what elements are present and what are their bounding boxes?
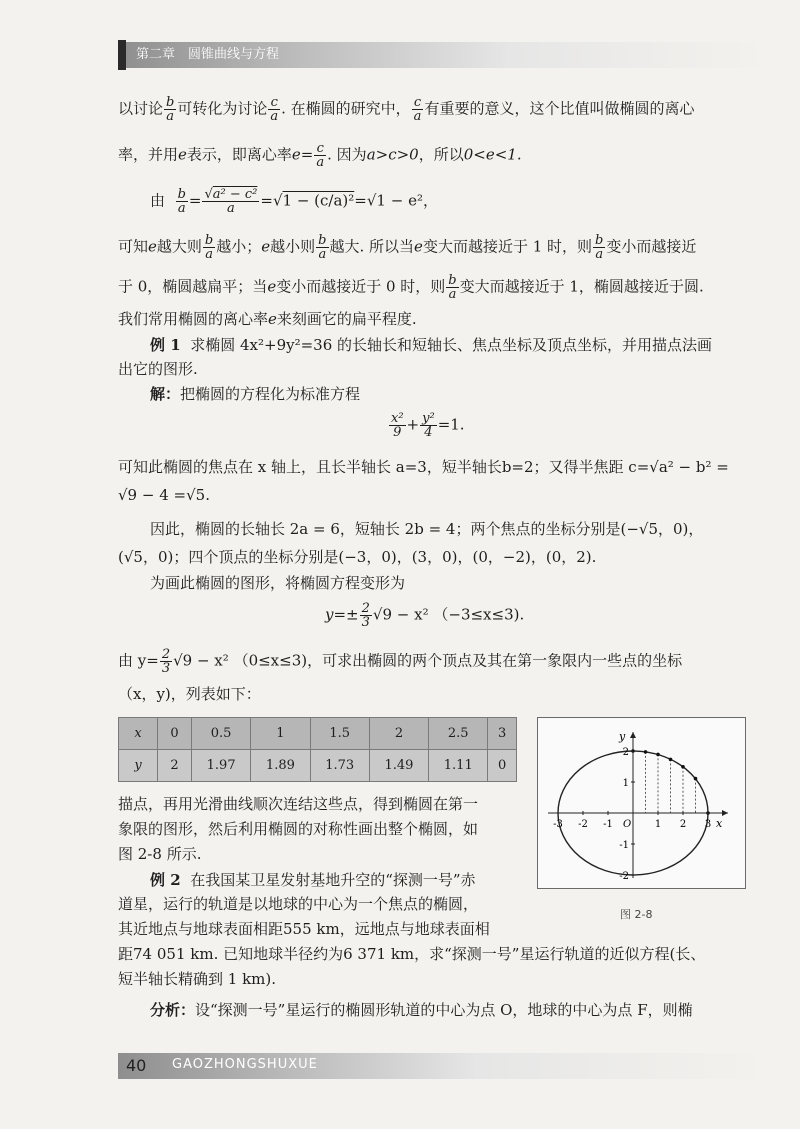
origin-label: O xyxy=(623,819,632,830)
ex1-line6: 由 y= $\frac{2}{3}$ √9 − x² （0≤x≤3)，可求出椭圆的两个顶点及其在第一象限内一些点的坐标 xyxy=(118,647,683,676)
x-value-cell: 2 xyxy=(369,718,428,750)
x-tick-label: -2 xyxy=(578,819,588,830)
ex1-line1: 可知此椭圆的焦点在 x 轴上，且长半轴长 a=3，短半轴长b=2；又得半焦距 c=√a² − b² = xyxy=(118,458,729,476)
para2-line3: 我们常用椭圆的离心率e来刻画它的扁平程度. xyxy=(118,310,417,328)
ex2-line4: 距74 051 km. 已知地球半径约为6 371 km，求“探测一号”星运行轨道的近似方程(长、 xyxy=(118,945,706,963)
x-value-cell: 1 xyxy=(251,718,310,750)
x-value-cell: 1.5 xyxy=(310,718,369,750)
data-point xyxy=(694,777,698,781)
y-value-cell: 1.97 xyxy=(191,750,250,782)
ex2-line2: 道星，运行的轨道是以地球的中心为一个焦点的椭圆， xyxy=(118,895,479,913)
y-value-cell: 2 xyxy=(158,750,192,782)
ex1-line4: (√5，0)；四个顶点的坐标分别是(−3，0)，(3，0)，(0，−2)，(0，2). xyxy=(118,548,597,566)
ex1-line7: （x，y)，列表如下： xyxy=(118,685,261,703)
footer-text: GAOZHONGSHUXUE xyxy=(172,1057,318,1072)
table-row-x xyxy=(119,718,517,750)
ex1-line2: √9 − 4 =√5. xyxy=(118,486,210,504)
frac-b-a: $\frac{b}{a}$ xyxy=(166,95,175,124)
ex1-line5: 为画此椭圆的图形，将椭圆方程变形为 xyxy=(150,574,406,592)
table-row-y xyxy=(119,750,517,782)
y-value-cell: 1.89 xyxy=(251,750,310,782)
figure-2-8 xyxy=(537,717,746,889)
standard-equation: $\frac{\text{x²}}{9}$ + $\frac{\text{y²}}{4}$ =1. xyxy=(391,411,465,440)
x-tick-label: 2 xyxy=(679,819,687,830)
y-value-cell: 1.49 xyxy=(369,750,428,782)
data-point xyxy=(669,758,673,762)
ex1-line8: 描点，再用光滑曲线顺次连结这些点，得到椭圆在第一 xyxy=(118,795,479,813)
header-mark xyxy=(118,40,126,70)
x-value-cell: 0 xyxy=(158,718,192,750)
ex1-question-line2: 出它的图形. xyxy=(118,360,198,378)
y-value-cell: 0 xyxy=(488,750,517,782)
ex2-line5: 短半轴长精确到 1 km). xyxy=(118,970,277,988)
x-value-cell: 2.5 xyxy=(429,718,488,750)
ex2-analysis: 分析：设“探测一号”星运行的椭圆形轨道的中心为点 O，地球的中心为点 F，则椭 xyxy=(150,1001,693,1019)
y-axis-arrow xyxy=(630,732,636,738)
x-tick-label: -1 xyxy=(603,819,613,830)
para1-line1: 以讨论 $\frac{b}{a}$ 可转化为讨论 $\frac{c}{a}$ . 在椭圆的研究中， $\frac{c}{a}$ 有重要的意义，这个比值叫做椭圆的离心 xyxy=(118,95,695,124)
data-point xyxy=(681,765,685,769)
ex2-line3: 其近地点与地球表面相距555 km，远地点与地球表面相 xyxy=(118,920,490,938)
values-table xyxy=(118,717,517,782)
y-tick-label: -2 xyxy=(619,871,629,882)
x-tick-label: 1 xyxy=(654,819,662,830)
ellipse-plot xyxy=(538,718,745,888)
y-tick-label: 2 xyxy=(622,747,629,758)
y-axis-label: y xyxy=(619,730,626,743)
x-value-cell: 0.5 xyxy=(191,718,250,750)
para1-line2: 率，并用e表示，即离心率e= $\frac{c}{a}$ . 因为a>c>0，所以0<e<1. xyxy=(118,141,522,170)
ex2-line1: 例 2 在我国某卫星发射基地升空的“探测一号”赤 xyxy=(150,871,476,889)
x-tick-label: -3 xyxy=(553,819,563,830)
frac-c-a: $\frac{c}{a}$ xyxy=(270,95,279,124)
chapter-title: 第二章 圆锥曲线与方程 xyxy=(136,47,280,62)
y-value-cell: 1.11 xyxy=(429,750,488,782)
data-point xyxy=(644,750,648,754)
ex1-solution-intro: 解：把椭圆的方程化为标准方程 xyxy=(150,385,361,403)
figure-caption: 图 2-8 xyxy=(620,908,653,921)
page-number: 40 xyxy=(126,1056,147,1075)
y-tick-label: 1 xyxy=(622,778,629,789)
x-value-cell: 3 xyxy=(488,718,517,750)
y-tick-label: -1 xyxy=(619,840,629,851)
x-value-cell: x xyxy=(119,718,158,750)
para2-line2: 于 0，椭圆越扁平；当e变小而越接近于 0 时，则 $\frac{b}{a}$ 变大而越接近于 1，椭圆越接近于圆. xyxy=(118,273,704,302)
para2-line1: 可知e越大则 $\frac{b}{a}$ 越小；e越小则 $\frac{b}{a}$ 越大. 所以当e变大而越接近于 1 时，则 $\frac{b}{a}$ 变小而越接近 xyxy=(118,233,697,262)
x-axis-label: x xyxy=(716,817,723,830)
ex1-question-line1: 例 1 求椭圆 4x²+9y²=36 的长轴长和短轴长、焦点坐标及顶点坐标，并用描点法画 xyxy=(150,336,713,354)
ex1-line3: 因此，椭圆的长轴长 2a = 6，短轴长 2b = 4；两个焦点的坐标分别是(−√5，0)， xyxy=(150,520,704,538)
frac-c-a-2: $\frac{c}{a}$ xyxy=(413,95,422,124)
equation-1: 由 $\frac{b}{a}$ = $\frac{\text{√a² − c²}}{a}$ =√1 − (c/a)²=√1 − e²， xyxy=(150,187,438,216)
x-tick-label: 3 xyxy=(704,819,712,830)
y-value-cell: y xyxy=(119,750,158,782)
data-point xyxy=(656,753,660,757)
ex1-line10: 图 2-8 所示. xyxy=(118,845,202,863)
transformed-equation: y=± $\frac{2}{3}$ √9 − x² （−3≤x≤3). xyxy=(325,601,525,630)
y-value-cell: 1.73 xyxy=(310,750,369,782)
ex1-line9: 象限的图形，然后利用椭圆的对称性画出整个椭圆，如 xyxy=(118,820,479,838)
x-axis-arrow xyxy=(722,810,728,816)
